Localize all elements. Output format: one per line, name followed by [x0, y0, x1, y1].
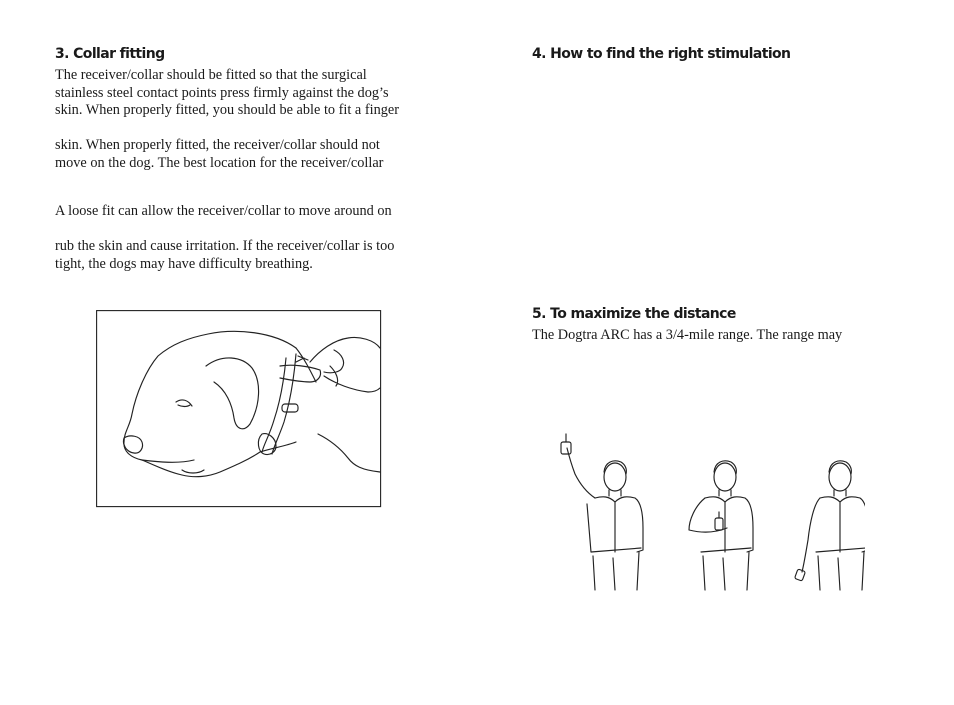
figure-device-side — [795, 461, 865, 590]
dog-collar-illustration — [96, 310, 382, 508]
collar-fitting-figure — [96, 310, 382, 508]
body-line: move on the dog. The best location for the receiver/collar — [55, 155, 384, 171]
figure-arm-raised — [561, 434, 643, 590]
body-line: skin. When properly fitted, you should be able to fit a finger — [55, 102, 399, 118]
figure-device-chest — [689, 461, 753, 590]
man-holding-transmitter-illustration — [555, 432, 865, 592]
body-line: A loose fit can allow the receiver/collar to move around on — [55, 203, 392, 219]
body-line: tight, the dogs may have difficulty breathing. — [55, 256, 313, 272]
body-line: rub the skin and cause irritation. If the receiver/collar is too — [55, 238, 395, 254]
section-heading-stimulation: 4. How to find the right stimulation — [532, 46, 791, 62]
body-line: The Dogtra ARC has a 3/4-mile range. The range may — [532, 327, 843, 343]
range-figure — [555, 432, 865, 592]
body-line: stainless steel contact points press firmly against the dog’s — [55, 85, 389, 101]
body-line: skin. When properly fitted, the receiver/collar should not — [55, 137, 380, 153]
body-line: The receiver/collar should be fitted so that the surgical — [55, 67, 367, 83]
section-heading: 3. Collar fitting — [55, 46, 165, 62]
section-heading-distance: 5. To maximize the distance — [532, 306, 736, 322]
